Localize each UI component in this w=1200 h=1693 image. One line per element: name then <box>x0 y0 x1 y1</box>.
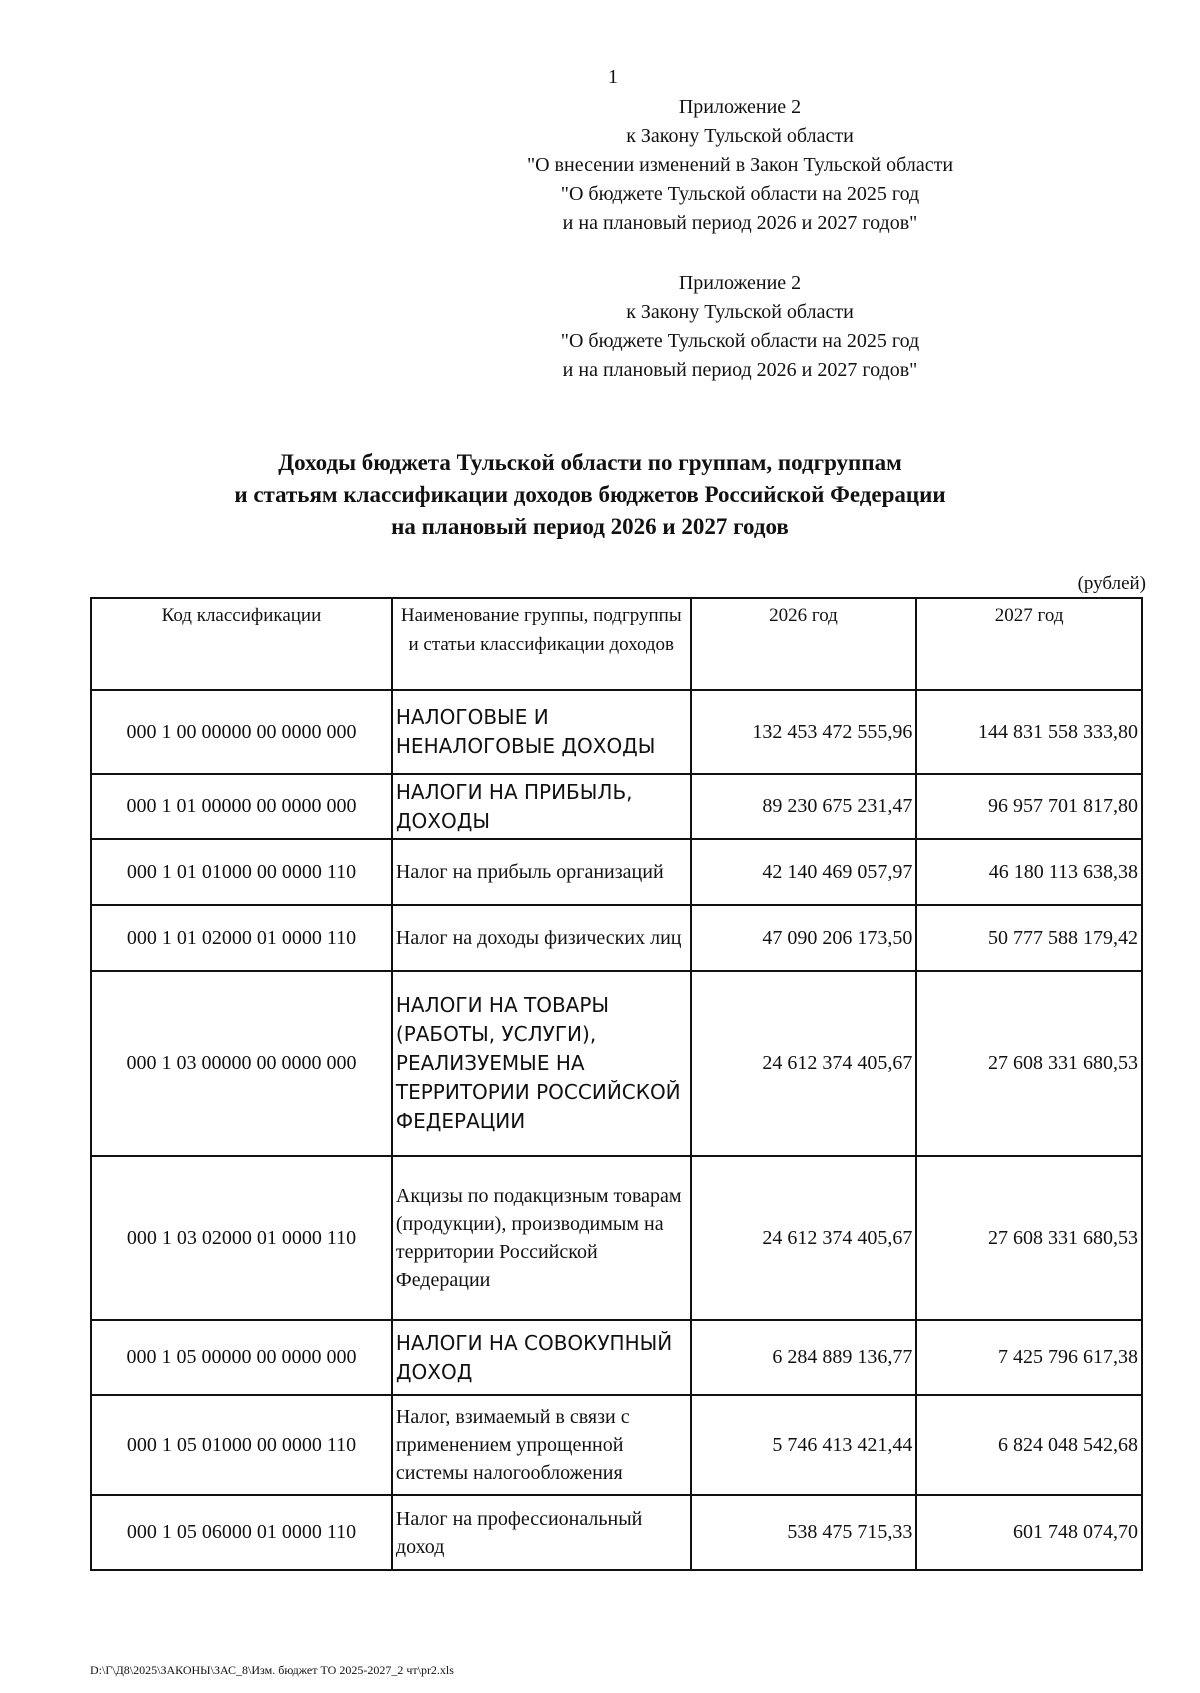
title-line: и статьям классификации доходов бюджетов Российской Федерации <box>234 482 946 507</box>
revenue-table <box>90 597 1143 1571</box>
revenue-name: Акцизы по подакцизным товарам (продукции), производимым на территории Российской Федерации <box>392 1156 691 1320</box>
amount-2026: 47 090 206 173,50 <box>691 905 917 971</box>
amount-2027: 50 777 588 179,42 <box>916 905 1142 971</box>
table-row <box>91 1395 1142 1495</box>
amount-2026: 89 230 675 231,47 <box>691 774 917 839</box>
amount-2027: 96 957 701 817,80 <box>916 774 1142 839</box>
header-line: "О бюджете Тульской области на 2025 год <box>560 330 920 352</box>
amount-2027: 144 831 558 333,80 <box>916 690 1142 774</box>
appendix-header-amendment <box>480 93 1000 238</box>
header-line: к Закону Тульской области <box>626 125 854 147</box>
revenue-name: Налог на доходы физических лиц <box>392 905 691 971</box>
revenue-name: НАЛОГИ НА СОВОКУПНЫЙ ДОХОД <box>392 1320 691 1395</box>
amount-2026: 24 612 374 405,67 <box>691 1156 917 1320</box>
revenue-name: НАЛОГОВЫЕ И НЕНАЛОГОВЫЕ ДОХОДЫ <box>392 690 691 774</box>
table-header-row <box>91 598 1142 690</box>
header-code: Код классификации <box>91 598 392 690</box>
header-line: "О внесении изменений в Закон Тульской области <box>526 154 954 176</box>
amount-2026: 538 475 715,33 <box>691 1495 917 1570</box>
classification-code: 000 1 03 00000 00 0000 000 <box>91 971 392 1156</box>
table-row <box>91 774 1142 839</box>
document-title <box>150 447 1030 543</box>
header-line: и на плановый период 2026 и 2027 годов" <box>562 359 918 381</box>
table-row <box>91 1320 1142 1395</box>
table-row <box>91 1495 1142 1570</box>
title-line: Доходы бюджета Тульской области по группам, подгруппам <box>278 450 902 475</box>
amount-2026: 24 612 374 405,67 <box>691 971 917 1156</box>
revenue-name: НАЛОГИ НА ПРИБЫЛЬ, ДОХОДЫ <box>392 774 691 839</box>
revenue-name: НАЛОГИ НА ТОВАРЫ (РАБОТЫ, УСЛУГИ), РЕАЛИЗУЕМЫЕ НА ТЕРРИТОРИИ РОССИЙСКОЙ ФЕДЕРАЦИИ <box>392 971 691 1156</box>
header-line: и на плановый период 2026 и 2027 годов" <box>562 212 918 234</box>
amount-2027: 601 748 074,70 <box>916 1495 1142 1570</box>
header-2027: 2027 год <box>916 598 1142 690</box>
header-line: Приложение 2 <box>678 96 802 118</box>
table-row <box>91 905 1142 971</box>
header-2026: 2026 год <box>691 598 917 690</box>
amount-2026: 5 746 413 421,44 <box>691 1395 917 1495</box>
revenue-name: Налог, взимаемый в связи с применением упрощенной системы налогообложения <box>392 1395 691 1495</box>
amount-2027: 46 180 113 638,38 <box>916 839 1142 905</box>
amount-2026: 6 284 889 136,77 <box>691 1320 917 1395</box>
amount-2026: 132 453 472 555,96 <box>691 690 917 774</box>
title-line: на плановый период 2026 и 2027 годов <box>391 514 789 539</box>
amount-2027: 6 824 048 542,68 <box>916 1395 1142 1495</box>
revenue-name: Налог на профессиональный доход <box>392 1495 691 1570</box>
table-row <box>91 1156 1142 1320</box>
classification-code: 000 1 05 01000 00 0000 110 <box>91 1395 392 1495</box>
amount-2027: 27 608 331 680,53 <box>916 971 1142 1156</box>
header-line: к Закону Тульской области <box>626 301 854 323</box>
classification-code: 000 1 05 06000 01 0000 110 <box>91 1495 392 1570</box>
header-line: "О бюджете Тульской области на 2025 год <box>560 183 920 205</box>
table-row <box>91 839 1142 905</box>
classification-code: 000 1 03 02000 01 0000 110 <box>91 1156 392 1320</box>
table-row <box>91 690 1142 774</box>
unit-label: (рублей) <box>1077 573 1146 594</box>
amount-2026: 42 140 469 057,97 <box>691 839 917 905</box>
classification-code: 000 1 01 01000 00 0000 110 <box>91 839 392 905</box>
page-number: 1 <box>608 66 618 88</box>
classification-code: 000 1 01 00000 00 0000 000 <box>91 774 392 839</box>
table-row <box>91 971 1142 1156</box>
classification-code: 000 1 00 00000 00 0000 000 <box>91 690 392 774</box>
file-path-footer: D:\Г\Д8\2025\ЗАКОНЫ\ЗАС_8\Изм. бюджет ТО 2025-2027_2 чт\pr2.xls <box>90 1663 454 1677</box>
header-name: Наименование группы, подгруппы и статьи классификации доходов <box>392 598 691 690</box>
amount-2027: 7 425 796 617,38 <box>916 1320 1142 1395</box>
revenue-name: Налог на прибыль организаций <box>392 839 691 905</box>
classification-code: 000 1 05 00000 00 0000 000 <box>91 1320 392 1395</box>
classification-code: 000 1 01 02000 01 0000 110 <box>91 905 392 971</box>
appendix-header-original <box>480 269 1000 385</box>
amount-2027: 27 608 331 680,53 <box>916 1156 1142 1320</box>
header-line: Приложение 2 <box>678 272 802 294</box>
